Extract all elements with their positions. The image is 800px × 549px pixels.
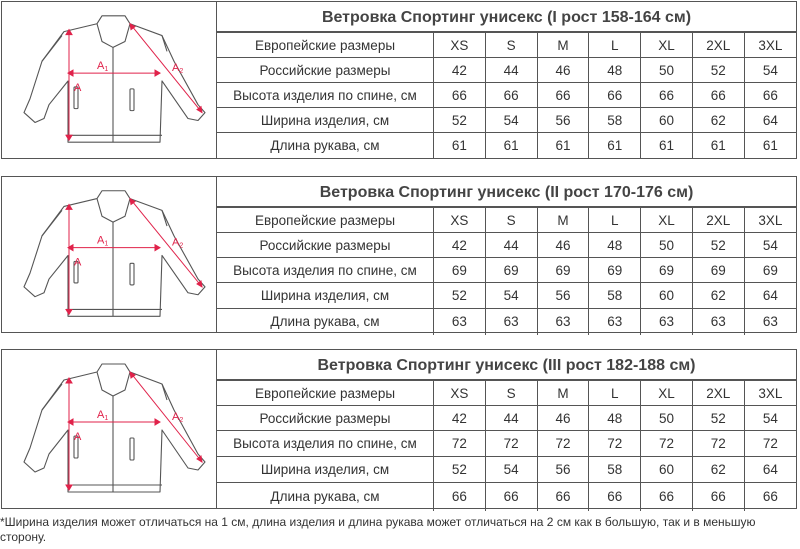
table-cell: S	[485, 381, 537, 406]
table-cell: 46	[537, 406, 589, 431]
measure-label-a2: A2	[172, 62, 184, 76]
table-title: Ветровка Спортинг унисекс (II рост 170-176 см)	[217, 177, 796, 207]
row-label: Длина рукава, см	[217, 309, 434, 335]
table-cell: 61	[692, 133, 744, 159]
row-label: Российские размеры	[217, 233, 434, 258]
table-row	[217, 283, 796, 309]
table-cell: 69	[434, 258, 486, 283]
table-cell: 66	[641, 83, 693, 108]
table-row	[217, 133, 796, 159]
table-cell: 44	[485, 406, 537, 431]
table-cell: 48	[589, 406, 641, 431]
table-cell: 60	[641, 108, 693, 133]
table-cell: 66	[434, 83, 486, 108]
table-cell: 62	[692, 457, 744, 483]
measure-label-a2: A2	[172, 411, 184, 424]
table-row	[217, 483, 796, 511]
table-cell: 64	[744, 457, 796, 483]
table-cell: 2XL	[692, 33, 744, 58]
table-cell: 66	[485, 83, 537, 108]
table-cell: 66	[589, 83, 641, 108]
table-cell: 63	[537, 309, 589, 335]
size-table-3	[217, 350, 796, 508]
table-row	[217, 406, 796, 431]
table-cell: 66	[589, 483, 641, 511]
table-cell: 72	[537, 431, 589, 457]
table-cell: XS	[434, 208, 486, 233]
table-cell: 54	[485, 457, 537, 483]
table-cell: 54	[485, 108, 537, 133]
table-cell: M	[537, 33, 589, 58]
table-cell: 72	[641, 431, 693, 457]
table-cell: XL	[641, 381, 693, 406]
jacket-drawing	[2, 177, 216, 332]
row-label: Ширина изделия, см	[217, 108, 434, 133]
table-cell: M	[537, 208, 589, 233]
table-cell: 56	[537, 457, 589, 483]
row-label: Высота изделия по спине, см	[217, 258, 434, 283]
table-cell: 62	[692, 283, 744, 309]
table-cell: 46	[537, 58, 589, 83]
table-cell: 52	[434, 283, 486, 309]
footnote: *Ширина изделия может отличаться на 1 см, длина изделия и длина рукава может отличаться на 2 см как в большую, так и в меньшую сторону.	[0, 515, 756, 544]
table-cell: 69	[744, 258, 796, 283]
row-label: Высота изделия по спине, см	[217, 431, 434, 457]
table-cell: 3XL	[744, 381, 796, 406]
table-cell: 66	[744, 483, 796, 511]
table-cell: M	[537, 381, 589, 406]
table-title: Ветровка Спортинг унисекс (I рост 158-164 см)	[217, 2, 796, 32]
table-cell: 54	[744, 58, 796, 83]
table-cell: L	[589, 33, 641, 58]
table-row	[217, 58, 796, 83]
table-cell: XL	[641, 33, 693, 58]
row-label: Высота изделия по спине, см	[217, 83, 434, 108]
table-cell: 62	[692, 108, 744, 133]
size-grid	[217, 32, 796, 159]
table-cell: 60	[641, 283, 693, 309]
row-label: Ширина изделия, см	[217, 457, 434, 483]
row-label: Европейские размеры	[217, 208, 434, 233]
table-cell: 69	[537, 258, 589, 283]
table-cell: 66	[537, 83, 589, 108]
table-cell: 42	[434, 58, 486, 83]
table-cell: S	[485, 208, 537, 233]
table-cell: 3XL	[744, 33, 796, 58]
table-cell: 63	[434, 309, 486, 335]
table-cell: 44	[485, 233, 537, 258]
table-cell: 50	[641, 406, 693, 431]
table-row	[217, 83, 796, 108]
size-table-block-2	[1, 176, 797, 333]
table-cell: 63	[641, 309, 693, 335]
table-cell: 69	[692, 258, 744, 283]
table-cell: 72	[434, 431, 486, 457]
measure-label-a1: A1	[97, 409, 109, 422]
table-cell: 42	[434, 233, 486, 258]
table-cell: XS	[434, 33, 486, 58]
table-cell: L	[589, 381, 641, 406]
table-row	[217, 309, 796, 335]
size-table-2	[217, 177, 796, 332]
measure-label-a: A	[74, 256, 82, 269]
table-cell: 2XL	[692, 208, 744, 233]
table-cell: 66	[537, 483, 589, 511]
measure-label-a: A	[74, 81, 82, 94]
table-cell: 66	[744, 83, 796, 108]
table-cell: 61	[485, 133, 537, 159]
row-label: Европейские размеры	[217, 381, 434, 406]
table-cell: XS	[434, 381, 486, 406]
table-row	[217, 258, 796, 283]
table-cell: 46	[537, 233, 589, 258]
table-row	[217, 108, 796, 133]
table-cell: 54	[744, 406, 796, 431]
table-cell: 66	[641, 483, 693, 511]
row-label: Длина рукава, см	[217, 133, 434, 159]
table-cell: 63	[692, 309, 744, 335]
table-cell: 69	[641, 258, 693, 283]
table-cell: 52	[692, 58, 744, 83]
table-cell: 72	[692, 431, 744, 457]
size-grid	[217, 380, 796, 511]
jacket-diagram-3	[2, 350, 217, 508]
table-cell: 69	[485, 258, 537, 283]
table-row	[217, 33, 796, 58]
jacket-diagram-2	[2, 177, 217, 332]
table-cell: 64	[744, 283, 796, 309]
table-cell: 63	[485, 309, 537, 335]
table-cell: 48	[589, 58, 641, 83]
jacket-drawing	[2, 2, 216, 158]
table-row	[217, 208, 796, 233]
size-table-block-3	[1, 349, 797, 509]
table-cell: 50	[641, 58, 693, 83]
table-cell: 42	[434, 406, 486, 431]
table-cell: 60	[641, 457, 693, 483]
row-label: Ширина изделия, см	[217, 283, 434, 309]
table-cell: 50	[641, 233, 693, 258]
table-cell: 52	[692, 233, 744, 258]
table-cell: 3XL	[744, 208, 796, 233]
jacket-drawing	[2, 350, 216, 508]
table-cell: 52	[434, 108, 486, 133]
table-cell: 72	[589, 431, 641, 457]
table-cell: 56	[537, 283, 589, 309]
measure-label-a: A	[74, 431, 82, 443]
table-cell: 48	[589, 233, 641, 258]
table-cell: 52	[692, 406, 744, 431]
table-cell: 58	[589, 457, 641, 483]
table-cell: 64	[744, 108, 796, 133]
table-cell: 72	[744, 431, 796, 457]
table-cell: 54	[485, 283, 537, 309]
table-row	[217, 431, 796, 457]
table-cell: 66	[434, 483, 486, 511]
table-cell: 52	[434, 457, 486, 483]
row-label: Российские размеры	[217, 406, 434, 431]
table-cell: 61	[537, 133, 589, 159]
measure-label-a1: A1	[97, 60, 109, 74]
table-cell: 58	[589, 283, 641, 309]
row-label: Российские размеры	[217, 58, 434, 83]
table-cell: 72	[485, 431, 537, 457]
table-cell: 66	[692, 483, 744, 511]
table-row	[217, 457, 796, 483]
table-row	[217, 381, 796, 406]
table-cell: 66	[485, 483, 537, 511]
table-cell: 61	[589, 133, 641, 159]
size-table-1	[217, 2, 796, 158]
measure-label-a1: A1	[97, 234, 109, 248]
row-label: Европейские размеры	[217, 33, 434, 58]
table-cell: XL	[641, 208, 693, 233]
row-label: Длина рукава, см	[217, 483, 434, 511]
table-cell: 69	[589, 258, 641, 283]
size-grid	[217, 207, 796, 335]
table-cell: 63	[589, 309, 641, 335]
table-cell: 61	[641, 133, 693, 159]
measure-label-a2: A2	[172, 236, 184, 250]
table-cell: 63	[744, 309, 796, 335]
table-cell: 56	[537, 108, 589, 133]
table-cell: 2XL	[692, 381, 744, 406]
jacket-diagram-1	[2, 2, 217, 158]
table-cell: 61	[744, 133, 796, 159]
table-cell: 66	[692, 83, 744, 108]
table-cell: 58	[589, 108, 641, 133]
table-cell: 54	[744, 233, 796, 258]
size-table-block-1	[1, 1, 797, 159]
table-cell: 44	[485, 58, 537, 83]
table-row	[217, 233, 796, 258]
table-cell: L	[589, 208, 641, 233]
table-cell: 61	[434, 133, 486, 159]
table-cell: S	[485, 33, 537, 58]
table-title: Ветровка Спортинг унисекс (III рост 182-188 см)	[217, 350, 796, 380]
